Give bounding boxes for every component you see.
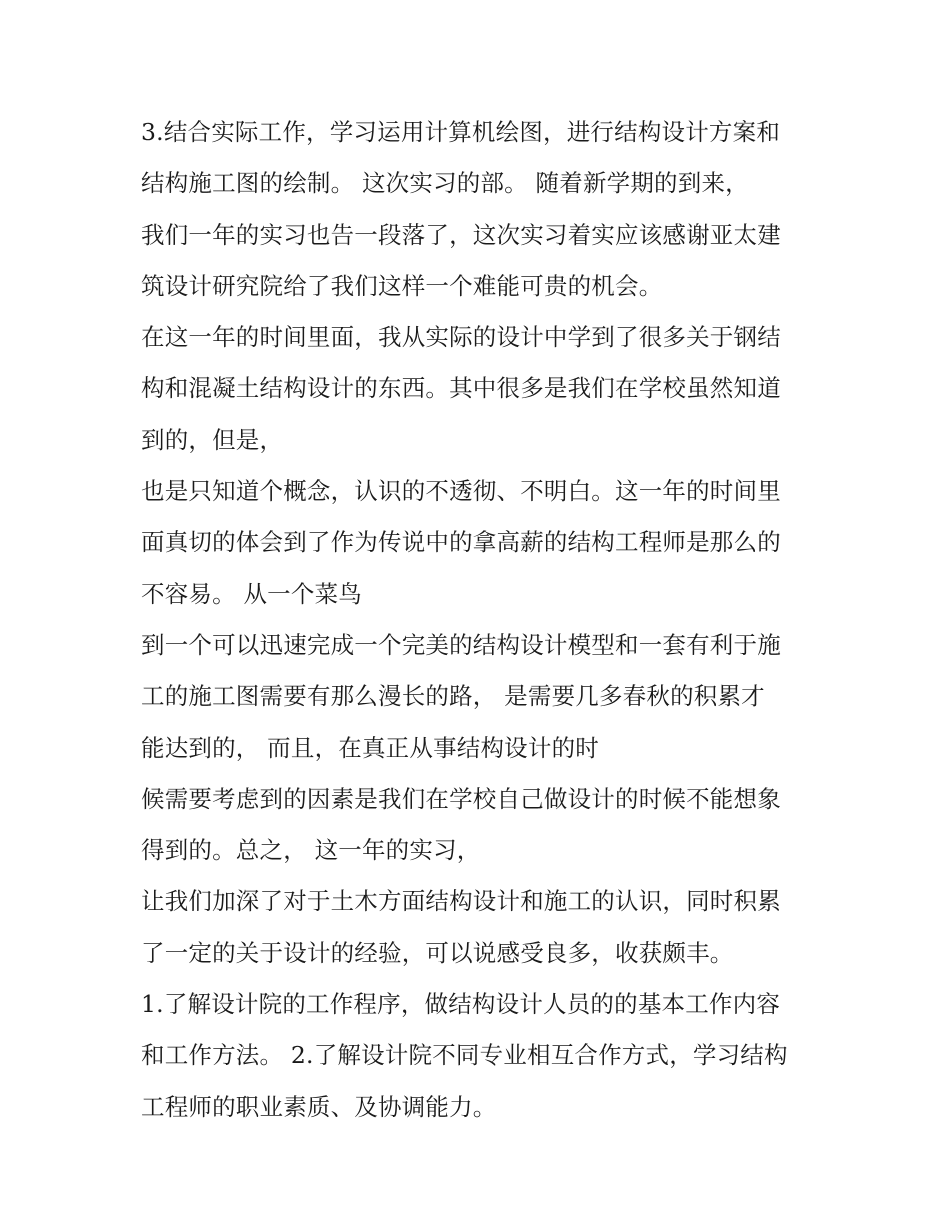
text-line: 候需要考虑到的因素是我们在学校自己做设计的时候不能想象 — [141, 784, 781, 813]
text-line: 到的，但是， — [141, 425, 284, 454]
text-line: 面真切的体会到了作为传说中的拿高薪的结构工程师是那么的 — [141, 528, 781, 557]
text-line: 工的施工图需要有那么漫长的路， 是需要几多春秋的积累才 — [141, 682, 765, 711]
text-line: 3.结合实际工作，学习运用计算机绘图，进行结构设计方案和 — [141, 118, 781, 146]
text-line: 到一个可以迅速完成一个完美的结构设计模型和一套有利于施 — [141, 630, 781, 659]
text-line: 能达到的， 而且，在真正从事结构设计的时 — [141, 733, 599, 762]
text-line: 了一定的关于设计的经验，可以说感受良多，收获颇丰。 — [141, 938, 734, 967]
text-line: 得到的。总之， 这一年的实习， — [141, 836, 481, 865]
text-line: 1.了解设计院的工作程序，做结构设计人员的的基本工作内容 — [141, 990, 781, 1019]
text-line: 工程师的职业素质、及协调能力。 — [141, 1092, 497, 1121]
text-line: 筑设计研究院给了我们这样一个难能可贵的机会。 — [141, 271, 663, 300]
text-line: 也是只知道个概念，认识的不透彻、不明白。这一年的时间里 — [141, 477, 781, 506]
text-line: 我们一年的实习也告一段落了，这次实习着实应该感谢亚太建 — [141, 220, 781, 249]
text-line: 构和混凝土结构设计的东西。其中很多是我们在学校虽然知道 — [141, 374, 781, 403]
text-line: 结构施工图的绘制。 这次实习的部。 随着新学期的到来， — [141, 169, 749, 198]
text-line: 不容易。 从一个菜鸟 — [141, 579, 362, 608]
text-line: 和工作方法。 2.了解设计院不同专业相互合作方式，学习结构 — [141, 1041, 788, 1070]
body-text — [141, 107, 821, 1133]
text-line: 在这一年的时间里面，我从实际的设计中学到了很多关于钢结 — [141, 323, 781, 352]
text-line: 让我们加深了对于土木方面结构设计和施工的认识，同时积累 — [141, 887, 781, 916]
